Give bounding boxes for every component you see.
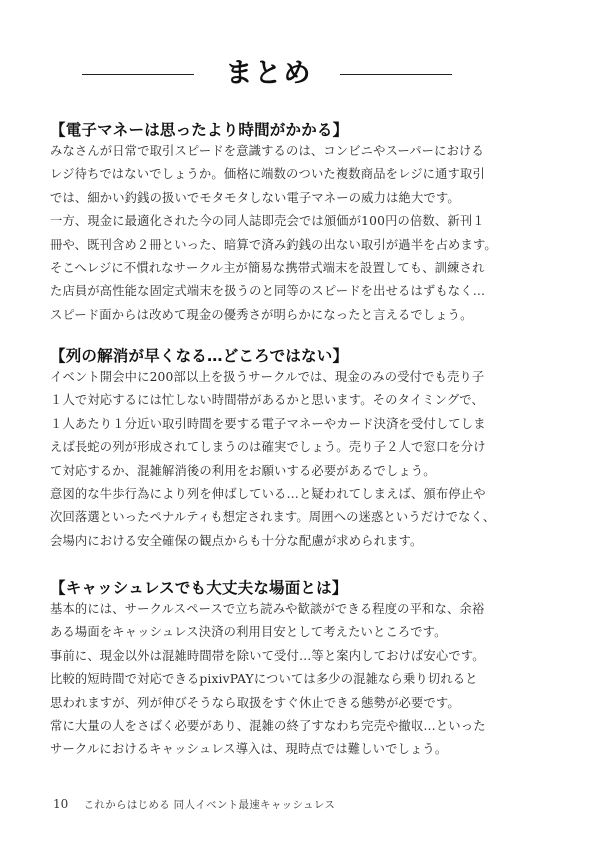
body-line: ある場面をキャッシュレス決済の利用目安として考えたいところです。 xyxy=(50,625,447,640)
section-heading: 【列の解消が早くなる…どころではない】 xyxy=(50,347,349,365)
section-heading: 【電子マネーは思ったより時間がかかる】 xyxy=(50,121,349,139)
title-rule-left xyxy=(82,74,194,75)
section-body xyxy=(50,140,530,327)
title-row xyxy=(0,52,600,96)
body-line: 事前に、現金以外は混雑時間帯を除いて受付…等と案内しておけば安心です。 xyxy=(50,648,485,663)
section-cashless-speed xyxy=(50,120,530,327)
section-body xyxy=(50,598,530,762)
body-line: １人で対応するには忙しない時間帯があるかと思います。そのタイミングで、 xyxy=(50,393,484,408)
body-line: 常に大量の人をさばく必要があり、混雑の終了すなわち完売や撤収…といった xyxy=(50,718,486,733)
body-line: 思われますが、列が伸びそうなら取扱をすぐ休止できる態勢が必要です。 xyxy=(50,695,460,710)
section-heading: 【キャッシュレスでも大丈夫な場面とは】 xyxy=(50,579,348,597)
body-line: そこへレジに不慣れなサークル主が簡易な携帯式端末を設置しても、訓練され xyxy=(50,260,485,275)
body-line: イベント開会中に200部以上を扱うサークルでは、現金のみの受付でも売り子 xyxy=(50,370,485,384)
title-rule-right xyxy=(340,74,452,75)
body-line: サークルにおけるキャッシュレス導入は、現時点では難しいでしょう。 xyxy=(50,742,448,757)
section-body xyxy=(50,366,530,553)
body-line: て対応するか、混雑解消後の利用をお願いする必要があるでしょう。 xyxy=(50,463,436,478)
section-ok-scenes xyxy=(50,578,530,762)
section-queue xyxy=(50,346,530,553)
body-line: 会場内における安全確保の観点からも十分な配慮が求められます。 xyxy=(50,533,423,548)
body-line: １人あたり１分近い取引時間を要する電子マネーやカード決済を受付してしま xyxy=(50,416,486,431)
page-title: まとめ xyxy=(225,58,313,89)
body-line: 比較的短時間で対応できるpixivPAYについては多少の混雑なら乗り切れると xyxy=(50,672,478,687)
body-line: レジ待ちではないでしょうか。価格に端数のついた複数商品をレジに通す取引 xyxy=(50,167,485,182)
body-line: 基本的には、サークルスペースで立ち読みや歓談ができる程度の平和な、余裕 xyxy=(50,602,485,616)
body-line: 一方、現金に最適化された今の同人誌即売会では頒価が100円の倍数、新刊１ xyxy=(50,214,485,229)
body-line: では、細かい釣銭の扱いでモタモタしない電子マネーの威力は絶大です。 xyxy=(50,190,460,205)
body-line: 次回落選といったペナルティも想定されます。周囲への迷惑というだけでなく、 xyxy=(50,510,496,525)
running-title: これからはじめる 同人イベント最速キャッシュレス xyxy=(83,799,336,811)
page-footer xyxy=(53,795,335,813)
body-line: みなさんが日常で取引スピードを意識するのは、コンビニやスーパーにおける xyxy=(50,144,484,158)
body-line: スピード面からは改めて現金の優秀さが明らかになったと言えるでしょう。 xyxy=(50,307,473,322)
body-line: 冊や、既刊含め２冊といった、暗算で済み釣銭の出ない取引が過半を占めます。 xyxy=(50,237,497,252)
page-number: 10 xyxy=(53,797,69,811)
body-line: 意図的な牛歩行為により列を伸ばしている…と疑われてしまえば、頒布停止や xyxy=(50,486,486,501)
body-line: た店員が高性能な固定式端末を扱うのと同等のスピードを出せるはずもなく… xyxy=(50,284,486,299)
body-line: えば長蛇の列が形成されてしまうのは確実でしょう。売り子２人で窓口を分け xyxy=(50,440,486,455)
